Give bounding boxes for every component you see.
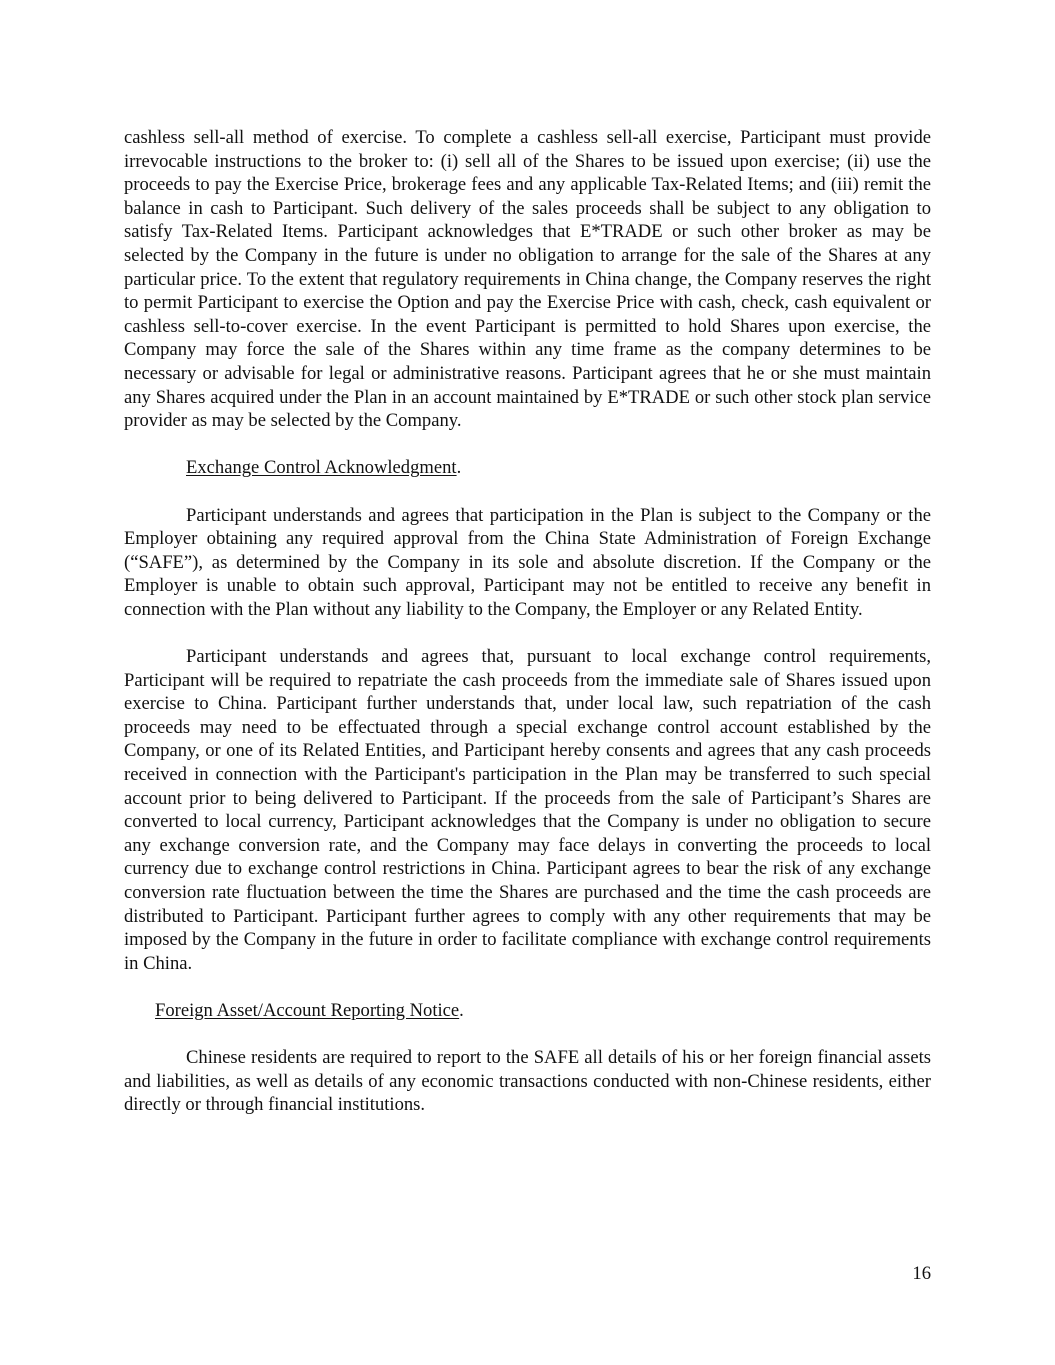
paragraph-reporting-requirement: Chinese residents are required to report to the SAFE all details of his or her foreign financial assets and liabilities, as well as details of any economic transactions conducted with non-Chinese residents, either directly or through financial institutions. [124,1047,931,1116]
heading-foreign-asset-reporting-period: . [459,999,464,1021]
page-number: 16 [912,1263,931,1284]
heading-foreign-asset-reporting [124,999,931,1023]
heading-exchange-control-text: Exchange Control Acknowledgment [186,457,457,479]
document-page [124,126,931,1117]
heading-exchange-control [124,456,931,480]
paragraph-repatriation: Participant understands and agrees that, pursuant to local exchange control requirements, Participant will be required to repatriate the cash proceeds from the immediate sale of Shares issued upon exercise to China. Participant further understands that, under local law, such repatriation of the cash proceeds may need to be effectuated through a special exchange control account established by the Company, or one of its Related Entities, and Participant hereby consents and agrees that any cash proceeds received in connection with the Participant's participation in the Plan may be transferred to such special account prior to being delivered to Participant. If the proceeds from the sale of Participant’s Shares are converted to local currency, Participant acknowledges that the Company is under no obligation to secure any exchange conversion rate, and the Company may face delays in converting the proceeds to local currency due to exchange control restrictions in China. Participant agrees to bear the risk of any exchange conversion rate fluctuation between the time the Shares are purchased and the time the cash proceeds are distributed to Participant. Participant further agrees to comply with any other requirements that may be imposed by the Company in the future in order to facilitate compliance with exchange control requirements in China. [124,646,931,974]
heading-foreign-asset-reporting-text: Foreign Asset/Account Reporting Notice [155,999,460,1021]
heading-exchange-control-period: . [456,457,462,479]
paragraph-cashless-exercise: cashless sell-all method of exercise. To complete a cashless sell-all exercise, Participant must provide irrevocable instructions to the broker to: (i) sell all of the Shares to be issued upon exercise; (ii) use the proceeds to pay the Exercise Price, brokerage fees and any applicable Tax-Related Items; and (iii) remit the balance in cash to Participant. Such delivery of the sales proceeds shall be subject to any obligation to satisfy Tax-Related Items. Participant acknowledges that E*TRADE or such other broker as may be selected by the Company in the future is under no obligation to arrange for the sale of the Shares at any particular price. To the extent that regulatory requirements in China change, the Company reserves the right to permit Participant to exercise the Option and pay the Exercise Price with cash, check, cash equivalent or cashless sell-to-cover exercise. In the event Participant is permitted to hold Shares upon exercise, the Company may force the sale of the Shares within any time frame as the company determines to be necessary or advisable for legal or administrative reasons. Participant agrees that he or she must maintain any Shares acquired under the Plan in an account maintained by E*TRADE or such other stock plan service provider as may be selected by the Company. [124,127,931,432]
paragraph-safe-approval: Participant understands and agrees that participation in the Plan is subject to the Company or the Employer obtaining any required approval from the China State Administration of Foreign Exchange (“SAFE”), as determined by the Company in its sole and absolute discretion. If the Company or the Employer is unable to obtain such approval, Participant may not be entitled to receive any benefit in connection with the Plan without any liability to the Company, the Employer or any Related Entity. [124,504,931,620]
